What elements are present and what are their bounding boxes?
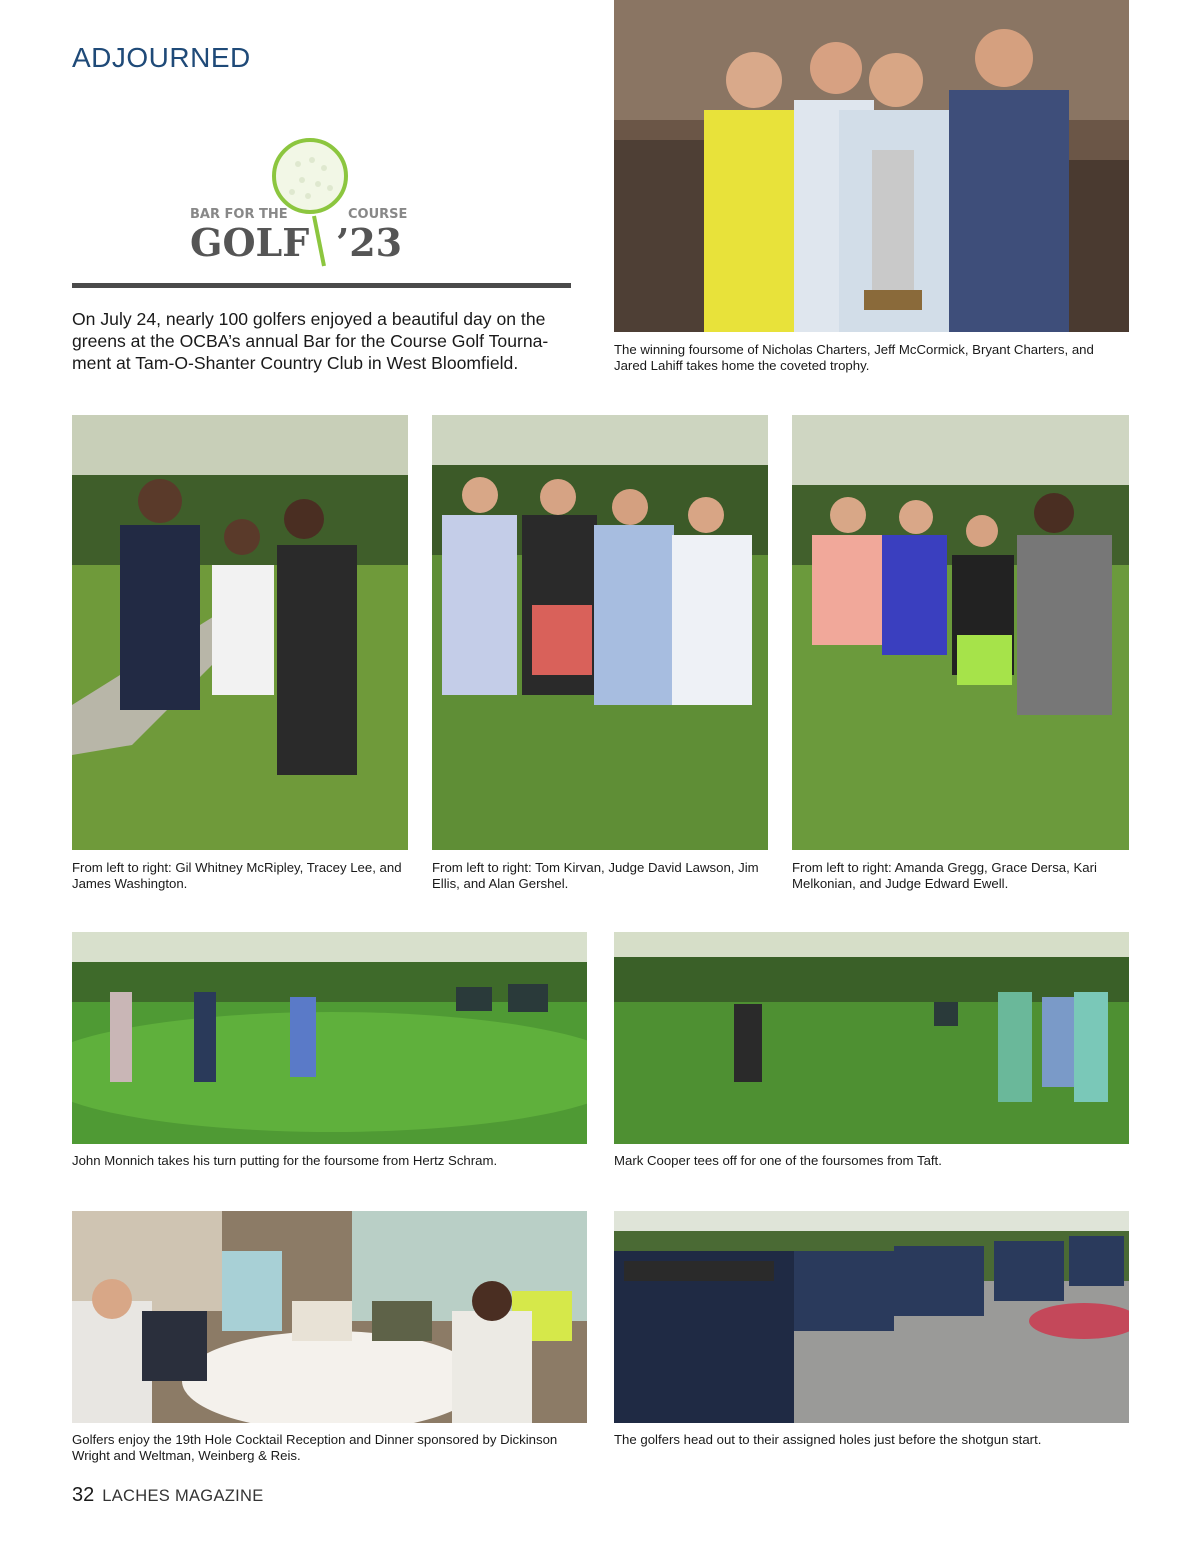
photo-mcripley-lee-washington [72,415,408,850]
caption-monnich-putting: John Monnich takes his turn putting for the foursome from Hertz Schram. [72,1153,498,1168]
page-number: 32 [72,1484,95,1506]
section-title: ADJOURNED [72,42,251,73]
divider-rule [72,283,571,288]
photo-cocktail-reception [72,1211,587,1423]
caption-kirvan-lawson-ellis-gershel: From left to right: Tom Kirvan, Judge David Lawson, Jim Ellis, and Alan Gershel. [432,860,759,891]
caption-carts-shotgun-start: The golfers head out to their assigned holes just before the shotgun start. [614,1432,1042,1447]
photo-winning-foursome [614,0,1129,332]
photo-gregg-dersa-melkonian-ewell [792,415,1129,850]
page-footer [72,1484,264,1507]
caption-mcripley-lee-washington: From left to right: Gil Whitney McRipley, Tracey Lee, and James Washington. [72,860,402,891]
logo-line2-left: GOLF [190,220,310,265]
caption-gregg-dersa-melkonian-ewell: From left to right: Amanda Gregg, Grace Dersa, Kari Melkonian, and Judge Edward Ewell. [792,860,1097,891]
caption-winning-foursome: The winning foursome of Nicholas Charters, Jeff McCormick, Bryant Charters, and Jared Lahiff takes home the coveted trophy. [614,342,1094,373]
photo-cooper-tees-off [614,932,1129,1144]
logo-line2-right: ’23 [336,220,403,265]
photo-monnich-putting [72,932,587,1144]
photo-kirvan-lawson-ellis-gershel [432,415,768,850]
caption-cooper-tees-off: Mark Cooper tees off for one of the foursomes from Taft. [614,1153,942,1168]
photo-carts-shotgun-start [614,1211,1129,1423]
logo-line1-right: COURSE [348,207,408,222]
intro-paragraph: On July 24, nearly 100 golfers enjoyed a beautiful day on the greens at the OCBA’s annual Bar for the Course Golf Tourna-ment at Tam-O-Shanter Country Club in West Bloomfield. [72,309,549,373]
magazine-name: LACHES MAGAZINE [102,1487,264,1505]
logo-line1-left: BAR FOR THE [190,207,288,222]
caption-cocktail-reception: Golfers enjoy the 19th Hole Cocktail Reception and Dinner sponsored by Dickinson Wright and Weltman, Weinberg & Reis. [72,1432,558,1463]
golf-logo [190,134,412,268]
